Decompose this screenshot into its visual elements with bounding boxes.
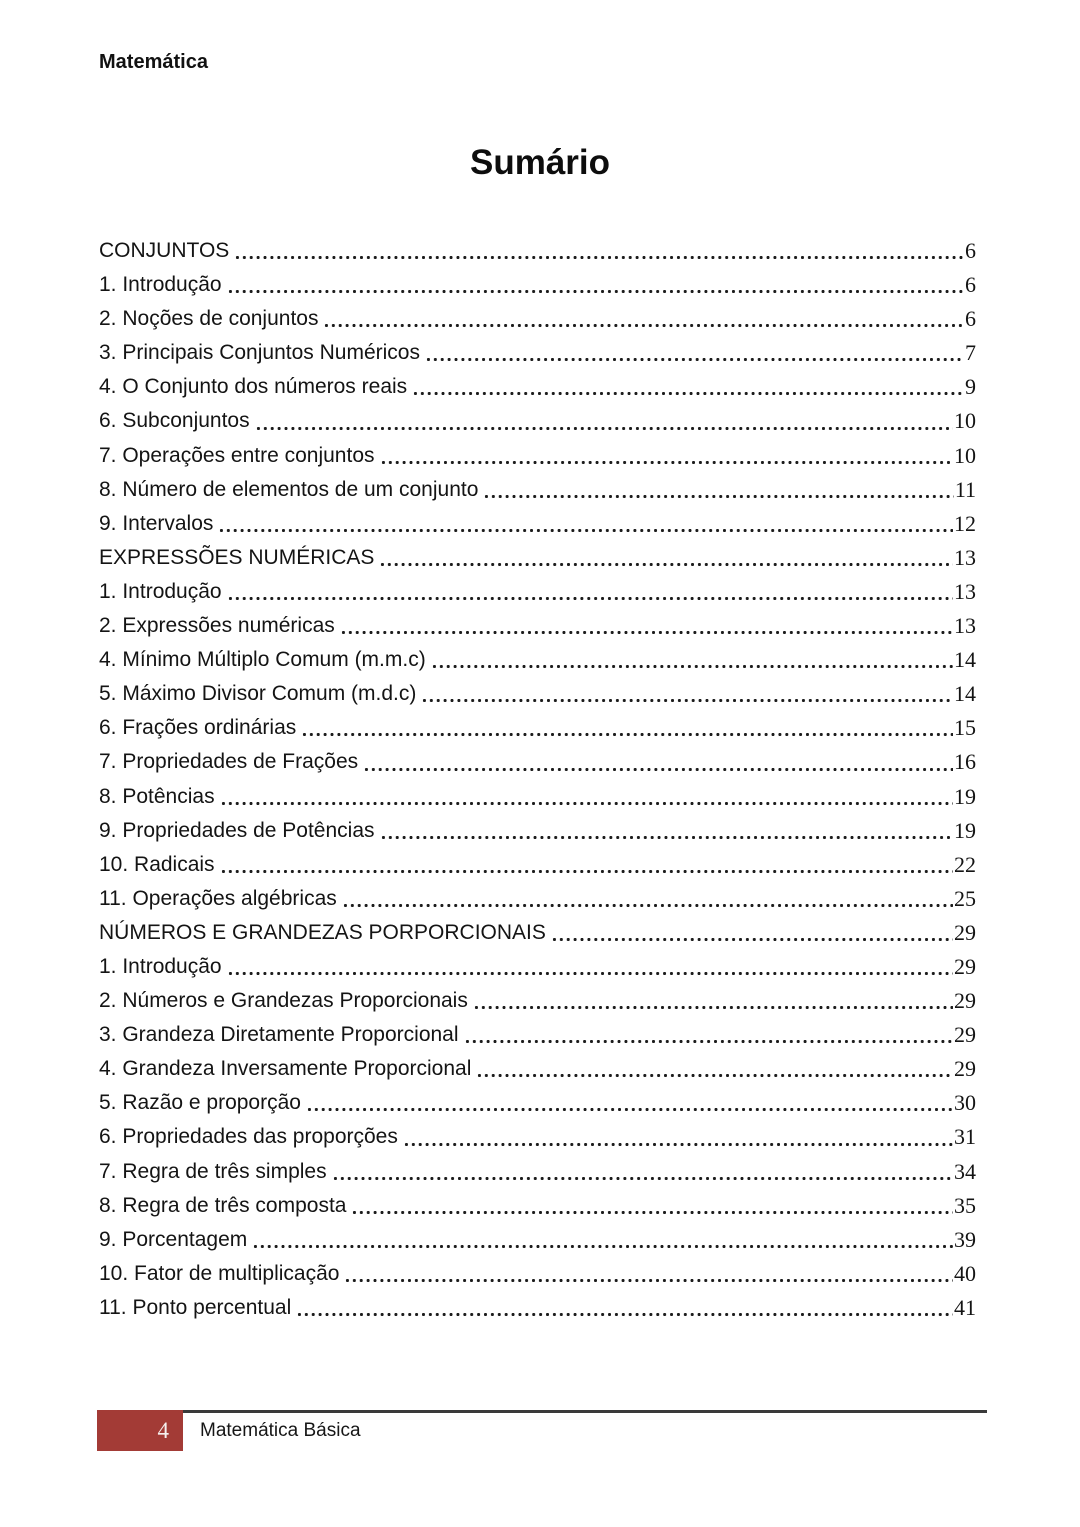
toc-entry-page: 31 xyxy=(954,1124,976,1150)
dot-leader xyxy=(227,268,964,302)
dot-leader xyxy=(412,370,964,404)
page-title: Sumário xyxy=(469,143,611,182)
toc-entry-page: 29 xyxy=(954,1056,976,1082)
toc-entry[interactable] xyxy=(99,404,976,438)
toc-entry-page: 34 xyxy=(954,1158,976,1184)
toc-entry-label: 11. Ponto percentual xyxy=(99,1295,292,1319)
dot-leader xyxy=(431,643,953,677)
toc-entry-page: 9 xyxy=(965,374,976,400)
toc-entry-label: 7. Regra de três simples xyxy=(99,1159,327,1183)
dot-leader xyxy=(344,1257,953,1291)
toc-entry-label: 1. Introdução xyxy=(99,273,222,297)
toc-entry-label: 9. Intervalos xyxy=(99,511,214,535)
toc-entry-page: 13 xyxy=(954,578,976,604)
toc-entry-label: 9. Porcentagem xyxy=(99,1227,248,1251)
toc-entry[interactable] xyxy=(99,302,976,336)
toc-entry[interactable] xyxy=(99,439,976,473)
toc-entry-page: 11 xyxy=(954,476,976,502)
dot-leader xyxy=(296,1291,953,1325)
toc-entry[interactable] xyxy=(99,609,976,643)
toc-entry-page: 25 xyxy=(954,885,976,911)
toc-entry-page: 15 xyxy=(954,715,976,741)
dot-leader xyxy=(379,541,953,575)
toc-entry-label: 2. Noções de conjuntos xyxy=(99,307,319,331)
toc-entry[interactable] xyxy=(99,984,976,1018)
toc-entry[interactable] xyxy=(99,1257,976,1291)
toc-entry[interactable] xyxy=(99,541,976,575)
toc-entry-label: CONJUNTOS xyxy=(99,239,230,262)
toc-entry-label: 7. Propriedades de Frações xyxy=(99,750,359,774)
dot-leader xyxy=(234,234,964,268)
toc-entry-label: 8. Potências xyxy=(99,784,215,808)
toc-entry-page: 35 xyxy=(954,1192,976,1218)
toc-entry-label: 5. Máximo Divisor Comum (m.d.c) xyxy=(99,682,417,706)
toc-entry[interactable] xyxy=(99,268,976,302)
footer-label: Matemática Básica xyxy=(200,1420,361,1441)
toc-entry-label: 5. Razão e proporção xyxy=(99,1091,301,1115)
toc-entry-page: 6 xyxy=(965,272,976,298)
toc-entry-page: 19 xyxy=(954,783,976,809)
toc-entry-label: 11. Operações algébricas xyxy=(99,886,337,910)
toc-entry-page: 16 xyxy=(954,749,976,775)
toc-entry[interactable] xyxy=(99,780,976,814)
toc-entry-page: 12 xyxy=(954,510,976,536)
toc-entry-page: 6 xyxy=(965,306,976,332)
toc-entry[interactable] xyxy=(99,1291,976,1325)
page-header: Matemática xyxy=(99,51,208,73)
toc-entry-label: NÚMEROS E GRANDEZAS PORPORCIONAIS xyxy=(99,920,546,944)
dot-leader xyxy=(332,1155,953,1189)
dot-leader xyxy=(220,848,953,882)
toc-entry[interactable] xyxy=(99,507,976,541)
toc-entry[interactable] xyxy=(99,1120,976,1154)
toc-entry[interactable] xyxy=(99,1189,976,1223)
dot-leader xyxy=(380,814,953,848)
toc-entry-page: 29 xyxy=(954,1022,976,1048)
toc-entry[interactable] xyxy=(99,1018,976,1052)
toc-entry[interactable] xyxy=(99,473,976,507)
toc-entry[interactable] xyxy=(99,1086,976,1120)
toc-entry-page: 40 xyxy=(954,1260,976,1286)
toc-entry-label: 1. Introdução xyxy=(99,579,222,603)
dot-leader xyxy=(218,507,953,541)
toc-entry[interactable] xyxy=(99,745,976,779)
toc-entry[interactable] xyxy=(99,575,976,609)
toc-entry-label: 3. Principais Conjuntos Numéricos xyxy=(99,341,420,365)
dot-leader xyxy=(323,302,964,336)
toc-entry-page: 29 xyxy=(954,988,976,1014)
dot-leader xyxy=(301,711,953,745)
dot-leader xyxy=(227,575,953,609)
dot-leader xyxy=(220,780,953,814)
toc-entry-page: 14 xyxy=(954,681,976,707)
toc-entry[interactable] xyxy=(99,814,976,848)
toc-entry-page: 10 xyxy=(954,408,976,434)
dot-leader xyxy=(252,1223,953,1257)
toc-entry-page: 7 xyxy=(965,340,976,366)
toc-entry[interactable] xyxy=(99,882,976,916)
toc-entry-label: 4. Mínimo Múltiplo Comum (m.m.c) xyxy=(99,648,426,672)
toc-entry[interactable] xyxy=(99,643,976,677)
toc-entry-label: 7. Operações entre conjuntos xyxy=(99,443,375,467)
toc-entry-label: 10. Fator de multiplicação xyxy=(99,1261,340,1285)
toc-entry-label: 10. Radicais xyxy=(99,852,215,876)
toc-entry[interactable] xyxy=(99,234,976,268)
dot-leader xyxy=(342,882,953,916)
toc-entry[interactable] xyxy=(99,1052,976,1086)
footer-rule xyxy=(183,1410,987,1442)
dot-leader xyxy=(363,745,953,779)
toc-entry-label: 1. Introdução xyxy=(99,954,222,978)
toc-entry[interactable] xyxy=(99,336,976,370)
dot-leader xyxy=(340,609,953,643)
toc-entry-label: 8. Regra de três composta xyxy=(99,1193,347,1217)
toc-entry-label: 2. Expressões numéricas xyxy=(99,614,335,638)
toc-entry[interactable] xyxy=(99,711,976,745)
page-footer xyxy=(97,1410,987,1451)
dot-leader xyxy=(464,1018,953,1052)
dot-leader xyxy=(473,984,953,1018)
toc-entry[interactable] xyxy=(99,916,976,950)
toc-entry[interactable] xyxy=(99,677,976,711)
toc-entry-label: 2. Números e Grandezas Proporcionais xyxy=(99,989,468,1013)
toc-entry-page: 19 xyxy=(954,817,976,843)
dot-leader xyxy=(421,677,953,711)
toc-entry[interactable] xyxy=(99,848,976,882)
toc-entry[interactable] xyxy=(99,370,976,404)
dot-leader xyxy=(227,950,953,984)
toc-entry-label: 6. Propriedades das proporções xyxy=(99,1125,398,1149)
toc-entry-page: 13 xyxy=(954,613,976,639)
dot-leader xyxy=(380,439,953,473)
toc-entry-label: 9. Propriedades de Potências xyxy=(99,818,375,842)
dot-leader xyxy=(351,1189,953,1223)
toc-entry-page: 10 xyxy=(954,442,976,468)
toc-entry-page: 41 xyxy=(954,1294,976,1320)
dot-leader xyxy=(476,1052,953,1086)
toc-entry-label: 8. Número de elementos de um conjunto xyxy=(99,477,479,501)
dot-leader xyxy=(306,1086,953,1120)
dot-leader xyxy=(483,473,953,507)
dot-leader xyxy=(551,916,953,950)
toc-entry-label: EXPRESSÕES NUMÉRICAS xyxy=(99,545,375,569)
toc-entry-page: 6 xyxy=(965,238,976,263)
toc-entry-label: 4. Grandeza Inversamente Proporcional xyxy=(99,1057,472,1081)
toc-entry-page: 30 xyxy=(954,1090,976,1116)
toc-entry-label: 6. Frações ordinárias xyxy=(99,716,297,740)
toc-entry-page: 39 xyxy=(954,1226,976,1252)
dot-leader xyxy=(255,404,953,438)
toc-entry[interactable] xyxy=(99,950,976,984)
toc-entry-label: 3. Grandeza Diretamente Proporcional xyxy=(99,1023,459,1047)
toc-entry-page: 13 xyxy=(954,544,976,570)
dot-leader xyxy=(425,336,964,370)
toc-entry-label: 4. O Conjunto dos números reais xyxy=(99,375,408,399)
toc-entry-page: 22 xyxy=(954,851,976,877)
footer-page-number: 4 xyxy=(97,1410,183,1451)
dot-leader xyxy=(403,1120,953,1154)
toc-entry-label: 6. Subconjuntos xyxy=(99,409,250,433)
toc-entry[interactable] xyxy=(99,1155,976,1189)
table-of-contents xyxy=(99,234,976,1325)
toc-entry[interactable] xyxy=(99,1223,976,1257)
toc-entry-page: 29 xyxy=(954,953,976,979)
toc-entry-page: 14 xyxy=(954,647,976,673)
toc-entry-page: 29 xyxy=(954,919,976,945)
